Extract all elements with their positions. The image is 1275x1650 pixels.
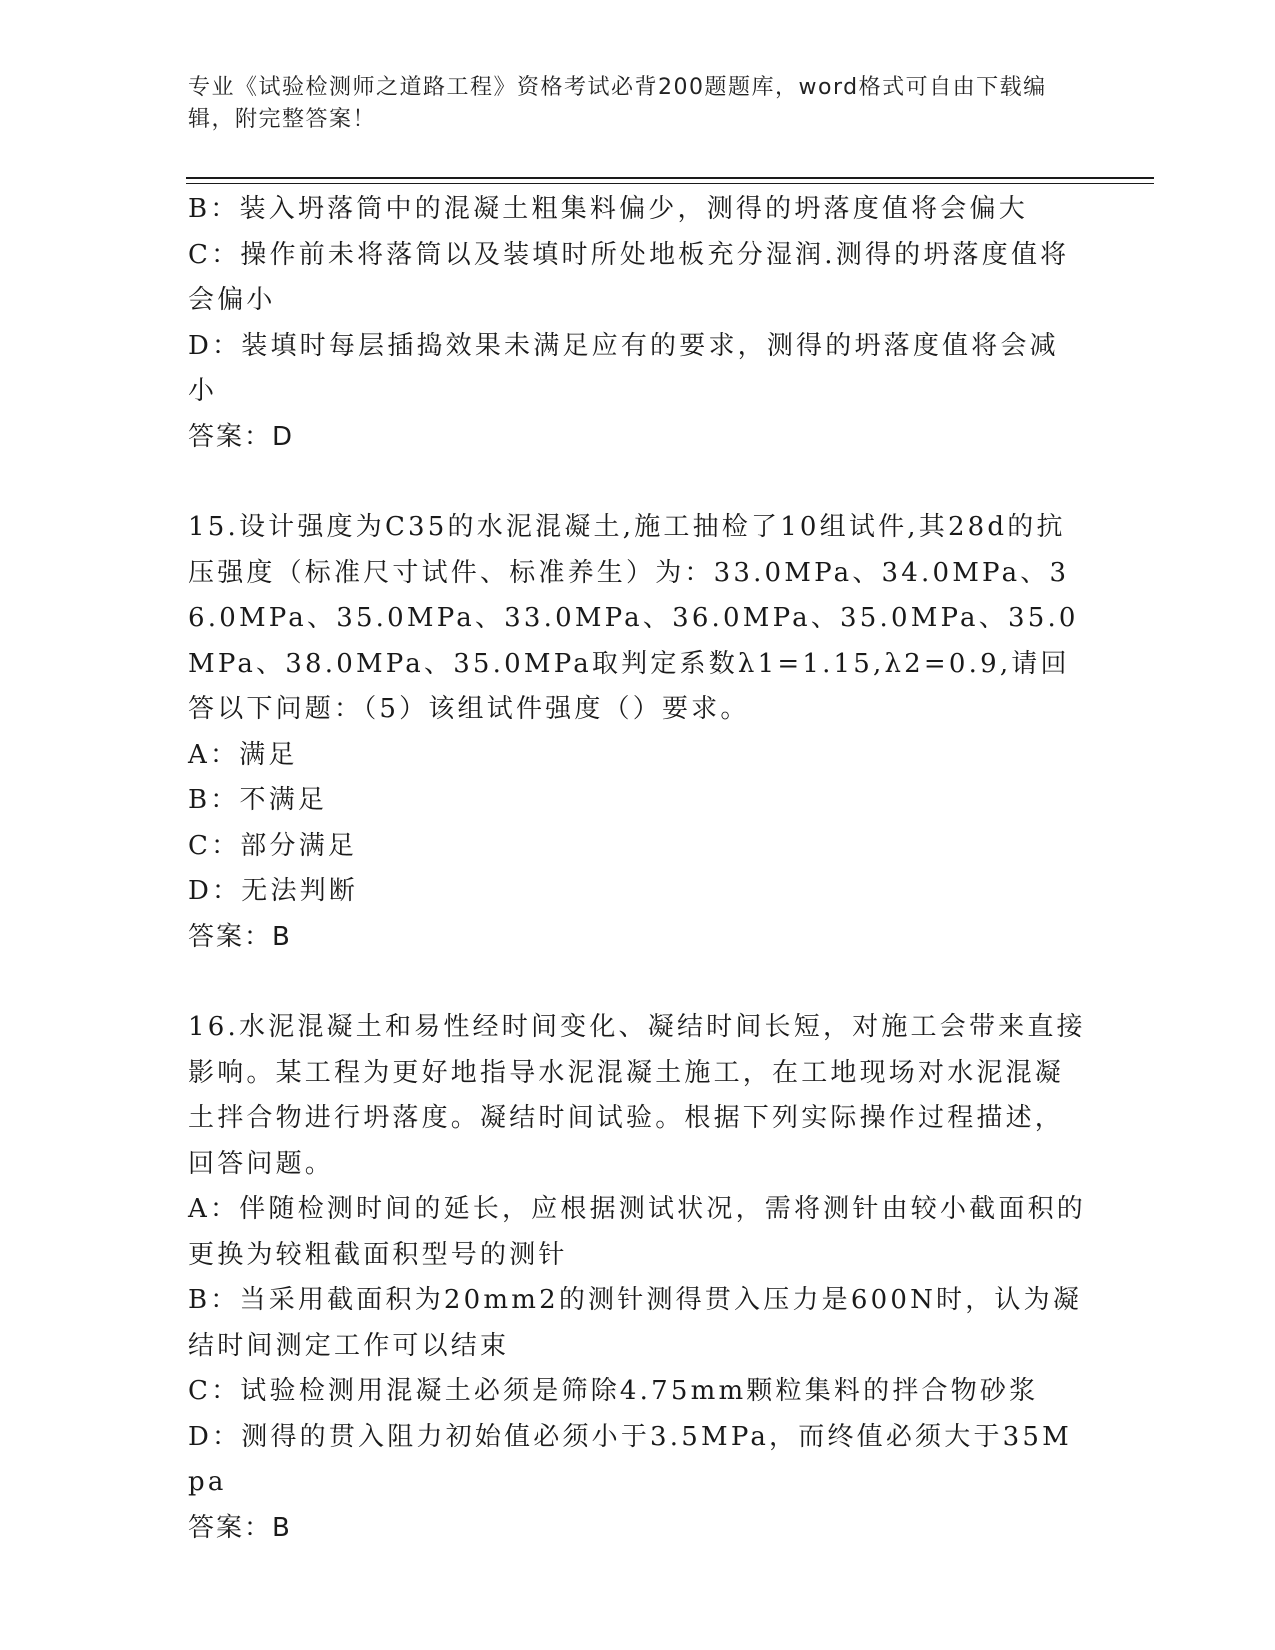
option-b: B：不满足 [188, 785, 328, 815]
answer-line: 答案：B [188, 1512, 292, 1543]
option-d: D：装填时每层插捣效果未满足应有的要求，测得的坍落度值将会减小 [188, 330, 1059, 406]
header-divider-thick [186, 177, 1154, 179]
spacer [188, 960, 1088, 1005]
question-16-block [188, 1005, 1088, 1551]
answer-line: 答案：D [188, 421, 295, 452]
question-stem: 16.水泥混凝土和易性经时间变化、凝结时间长短，对施工会带来直接影响。某工程为更好地指导水泥混凝土施工，在工地现场对水泥混凝土拌合物进行坍落度。凝结时间试验。根据下列实际操作过程描述，回答问题。 [188, 1012, 1086, 1179]
option-d: D：测得的贯入阻力初始值必须小于3.5MPa，而终值必须大于35Mpa [188, 1421, 1072, 1497]
option-c: C：试验检测用混凝土必须是筛除4.75mm颗粒集料的拌合物砂浆 [188, 1376, 1039, 1406]
option-b: B：当采用截面积为20mm2的测针测得贯入压力是600N时，认为凝结时间测定工作可以结束 [188, 1285, 1083, 1361]
question-stem: 15.设计强度为C35的水泥混凝土,施工抽检了10组试件,其28d的抗压强度（标准尺寸试件、标准养生）为：33.0MPa、34.0MPa、36.0MPa、35.0MPa、33.0MPa、36.0MPa、35.0MPa、35.0MPa、38.0MPa、35.0MPa取判定系数λ1=1.15,λ2=0.9,请回答以下问题：（5）该组试件强度（）要求。 [188, 512, 1079, 724]
header-divider-thin [186, 183, 1154, 184]
option-b: B：装入坍落筒中的混凝土粗集料偏少，测得的坍落度值将会偏大 [188, 194, 1028, 224]
question-15-block [188, 505, 1088, 960]
option-c: C：部分满足 [188, 830, 358, 861]
spacer [188, 460, 1088, 505]
previous-question-block [188, 187, 1088, 460]
option-a: A：满足 [188, 739, 298, 770]
option-d: D：无法判断 [188, 876, 359, 906]
document-header: 专业《试验检测师之道路工程》资格考试必背200题题库，word格式可自由下载编辑，附完整答案！ [188, 75, 1047, 132]
question-content [188, 187, 1088, 1551]
option-a: A：伴随检测时间的延长，应根据测试状况，需将测针由较小截面积的更换为较粗截面积型号的测针 [188, 1194, 1086, 1270]
answer-line: 答案：B [188, 921, 292, 952]
option-c: C：操作前未将落筒以及装填时所处地板充分湿润.测得的坍落度值将会偏小 [188, 239, 1070, 315]
